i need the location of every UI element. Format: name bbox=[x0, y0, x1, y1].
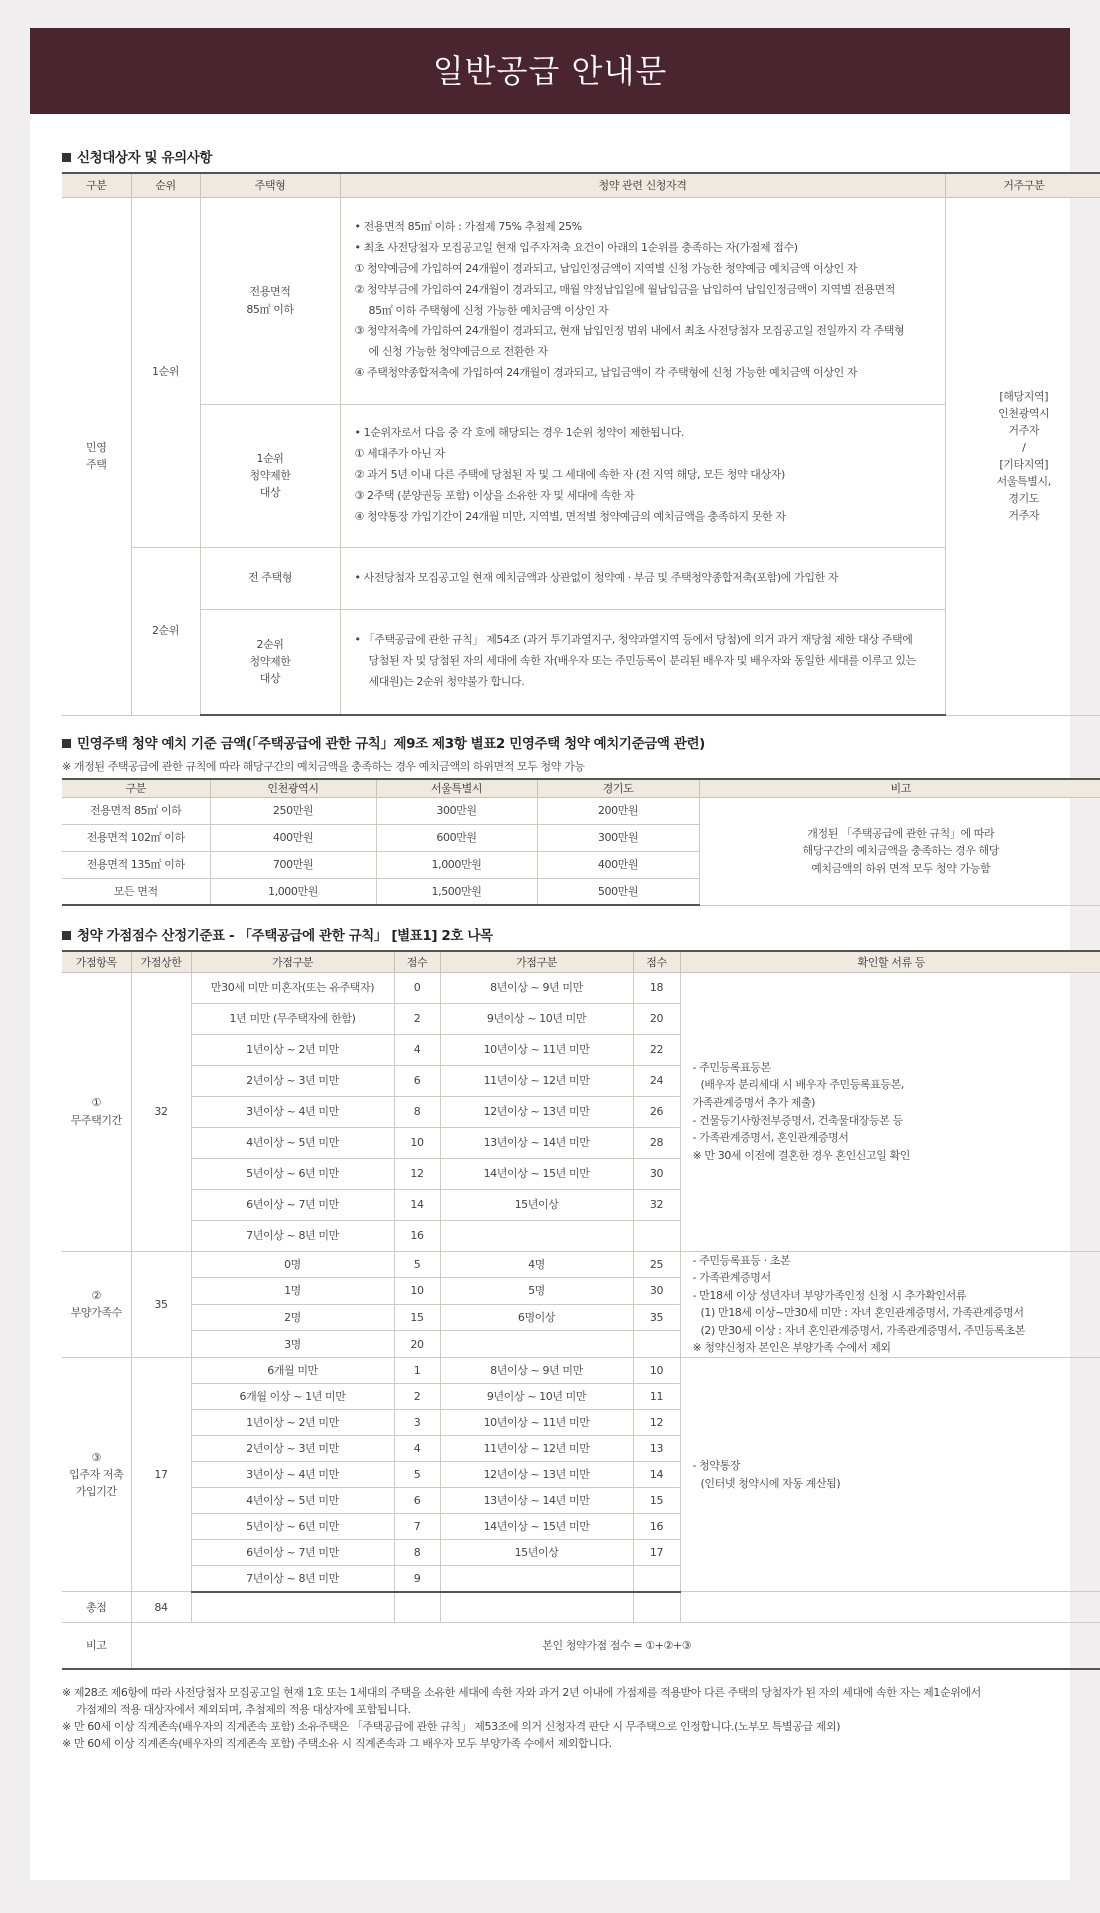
criteria-cell: 5명 bbox=[440, 1278, 633, 1305]
document-line: (배우자 분리세대 시 배우자 주민등록표등본, bbox=[700, 1078, 904, 1092]
points-cell: 30 bbox=[633, 1158, 680, 1189]
criteria-cell bbox=[440, 1566, 633, 1592]
criteria-cell: 6명이상 bbox=[440, 1304, 633, 1331]
rank2-restriction: 2순위 청약제한 대상 bbox=[200, 609, 340, 715]
points-cell: 8 bbox=[394, 1096, 440, 1127]
criteria-cell: 13년이상 ~ 14년 미만 bbox=[440, 1127, 633, 1158]
points-cell: 10 bbox=[394, 1278, 440, 1305]
points-cell: 12 bbox=[394, 1158, 440, 1189]
footnotes: ※ 제28조 제6항에 따라 사전당첨자 모집공고일 현재 1호 또는 1세대의 주택을 소유한 세대에 속한 자와 과거 2년 이내에 가점제를 적용받아 다른 주택의 당첨자가 된 자의 세대에 속한 자는 제1순위에서 가점제의 적용 대상자에서 제외되며, 추첨제의 적용 대상자에 포함됩니다. ※ 만 60세 이상 직계존속(배우자의 직계존속 포함) 소유주택은 「주택공급에 관한 규칙」 제53조에 의거 신청자격 판단 시 무주택으로 인정합니다.(노부모 특별공급 제외) ※ 만 60세 이상 직계존속(배우자의 직계존속 포함) 주택소유 시 직계존속과 그 배우자 모두 부양가족 수에서 제외합니다. bbox=[62, 1685, 981, 1750]
document-line: - 건물등기사항전부증명서, 건축물대장등본 등 bbox=[692, 1113, 903, 1127]
points-cell: 28 bbox=[633, 1127, 680, 1158]
criteria-cell: 9년이상 ~ 10년 미만 bbox=[440, 1384, 633, 1410]
document-line: ※ 청약신청자 본인은 부양가족 수에서 제외 bbox=[692, 1341, 891, 1355]
criteria-cell: 11년이상 ~ 12년 미만 bbox=[440, 1436, 633, 1462]
header-points-1: 점수 bbox=[394, 951, 440, 972]
points-cell: 10 bbox=[394, 1127, 440, 1158]
document-line: - 주민등록표등본 bbox=[692, 1060, 771, 1074]
criteria-cell: 만30세 미만 미혼자(또는 유주택자) bbox=[191, 972, 394, 1003]
document-line: - 만18세 이상 성년자녀 부양가족인정 신청 시 추가확인서류 bbox=[692, 1288, 967, 1302]
criteria-cell: 14년이상 ~ 15년 미만 bbox=[440, 1158, 633, 1189]
criteria-cell: 9년이상 ~ 10년 미만 bbox=[440, 1003, 633, 1034]
section-title-eligibility: 신청대상자 및 유의사항 bbox=[62, 146, 1038, 166]
criteria-cell bbox=[440, 1220, 633, 1251]
points-cell: 25 bbox=[633, 1251, 680, 1278]
criteria-cell: 4년이상 ~ 5년 미만 bbox=[191, 1127, 394, 1158]
residence-info: [해당지역] 인천광역시 거주자 / [기타지역] 서울특별시, 경기도 거주자 bbox=[945, 197, 1100, 715]
table-row bbox=[62, 972, 1100, 1003]
score-item-savings: ③ 입주자 저축 가입기간 bbox=[62, 1358, 131, 1592]
criteria-cell: 3명 bbox=[191, 1331, 394, 1358]
total-label: 총점 bbox=[62, 1592, 131, 1623]
points-cell: 11 bbox=[633, 1384, 680, 1410]
table-row-label: 전용면적 102㎡ 이하 bbox=[62, 824, 210, 851]
header-housing-type: 주택형 bbox=[200, 173, 340, 197]
points-cell: 0 bbox=[394, 972, 440, 1003]
qualification-cell-d: • 「주택공급에 관한 규칙」 제54조 (과거 투기과열지구, 청약과열지역 등에서 당첨)에 의거 과거 재당첨 제한 대상 주택에 당첨된 자 및 당첨된 자의 세대에 속한 자(배우자 또는 주민등록이 분리된 배우자 및 배우자와 동일한 세대를 이루고 있는 세대원)는 2순위 청약불가 합니다. bbox=[340, 609, 945, 715]
rank-2: 2순위 bbox=[131, 547, 200, 715]
criteria-cell: 4명 bbox=[440, 1251, 633, 1278]
header-area: 구분 bbox=[62, 779, 210, 797]
points-cell: 16 bbox=[394, 1220, 440, 1251]
points-cell: 6 bbox=[394, 1065, 440, 1096]
header-incheon: 인천광역시 bbox=[210, 779, 376, 797]
criteria-cell: 10년이상 ~ 11년 미만 bbox=[440, 1410, 633, 1436]
score-max-dependents: 35 bbox=[131, 1251, 191, 1358]
header-residence: 거주구분 bbox=[945, 173, 1100, 197]
qualification-cell-c: • 사전당첨자 모집공고일 현재 예치금액과 상관없이 청약예 · 부금 및 주택청약종합저축(포함)에 가입한 자 bbox=[340, 547, 945, 609]
criteria-cell: 6년이상 ~ 7년 미만 bbox=[191, 1189, 394, 1220]
points-cell: 17 bbox=[633, 1540, 680, 1566]
points-cell bbox=[633, 1220, 680, 1251]
criteria-cell: 13년이상 ~ 14년 미만 bbox=[440, 1488, 633, 1514]
table-row bbox=[62, 1251, 1100, 1278]
score-max-homeless: 32 bbox=[131, 972, 191, 1251]
criteria-cell: 14년이상 ~ 15년 미만 bbox=[440, 1514, 633, 1540]
points-cell: 1 bbox=[394, 1358, 440, 1384]
points-cell: 9 bbox=[394, 1566, 440, 1592]
criteria-cell: 3년이상 ~ 4년 미만 bbox=[191, 1462, 394, 1488]
criteria-cell: 1년 미만 (무주택자에 한함) bbox=[191, 1003, 394, 1034]
header-criteria-2: 가점구분 bbox=[440, 951, 633, 972]
document-line: (1) 만18세 이상~만30세 미만 : 자녀 혼인관계증명서, 가족관계증명서 bbox=[700, 1306, 1024, 1320]
points-cell: 20 bbox=[394, 1331, 440, 1358]
rank-1: 1순위 bbox=[131, 197, 200, 547]
header-seoul: 서울특별시 bbox=[376, 779, 537, 797]
points-cell: 2 bbox=[394, 1003, 440, 1034]
points-cell: 16 bbox=[633, 1514, 680, 1540]
table-row-label: 전용면적 85㎡ 이하 bbox=[62, 797, 210, 824]
points-cell: 18 bbox=[633, 972, 680, 1003]
points-cell: 8 bbox=[394, 1540, 440, 1566]
rank1-restriction: 1순위 청약제한 대상 bbox=[200, 404, 340, 547]
document-line: 가족관계증명서 추가 제출) bbox=[692, 1095, 816, 1109]
deposit-remark: 개정된 「주택공급에 관한 규칙」에 따라 해당구간의 예치금액을 충족하는 경우 해당 예치금액의 하위 면적 모두 청약 가능함 bbox=[699, 797, 1100, 905]
points-cell: 32 bbox=[633, 1189, 680, 1220]
points-cell: 3 bbox=[394, 1410, 440, 1436]
criteria-cell: 12년이상 ~ 13년 미만 bbox=[440, 1462, 633, 1488]
category-private-housing: 민영 주택 bbox=[62, 197, 131, 715]
criteria-cell: 2명 bbox=[191, 1304, 394, 1331]
criteria-cell: 3년이상 ~ 4년 미만 bbox=[191, 1096, 394, 1127]
points-cell: 22 bbox=[633, 1034, 680, 1065]
header-points-2: 점수 bbox=[633, 951, 680, 972]
document-line: - 주민등록표등 · 초본 bbox=[692, 1253, 791, 1267]
criteria-cell: 6개월 이상 ~ 1년 미만 bbox=[191, 1384, 394, 1410]
points-cell: 5 bbox=[394, 1462, 440, 1488]
square-bullet-icon bbox=[62, 739, 71, 748]
criteria-cell: 11년이상 ~ 12년 미만 bbox=[440, 1065, 633, 1096]
documents-homeless bbox=[680, 972, 1100, 1251]
section-title-score: 청약 가점점수 산정기준표 - 「주택공급에 관한 규칙」 [별표1] 2호 나목 bbox=[62, 924, 1038, 944]
remark-label: 비고 bbox=[62, 1623, 131, 1669]
criteria-cell bbox=[440, 1331, 633, 1358]
criteria-cell: 0명 bbox=[191, 1251, 394, 1278]
document-line: (인터넷 청약시에 자동 계산됨) bbox=[700, 1476, 841, 1490]
document-line: ※ 만 30세 이전에 결혼한 경우 혼인신고일 확인 bbox=[692, 1148, 911, 1162]
header-criteria-1: 가점구분 bbox=[191, 951, 394, 972]
total-value: 84 bbox=[131, 1592, 191, 1623]
points-cell: 10 bbox=[633, 1358, 680, 1384]
points-cell: 15 bbox=[633, 1488, 680, 1514]
table-row-label: 전용면적 135㎡ 이하 bbox=[62, 851, 210, 878]
criteria-cell: 8년이상 ~ 9년 미만 bbox=[440, 972, 633, 1003]
criteria-cell: 5년이상 ~ 6년 미만 bbox=[191, 1514, 394, 1540]
points-cell: 15 bbox=[394, 1304, 440, 1331]
criteria-cell: 1년이상 ~ 2년 미만 bbox=[191, 1034, 394, 1065]
type-85-under: 전용면적 85㎡ 이하 bbox=[200, 197, 340, 404]
score-table bbox=[62, 950, 1100, 1670]
table-row-label: 모든 면적 bbox=[62, 878, 210, 905]
criteria-cell: 12년이상 ~ 13년 미만 bbox=[440, 1096, 633, 1127]
notice-page bbox=[30, 28, 1070, 1880]
points-cell: 6 bbox=[394, 1488, 440, 1514]
criteria-cell: 7년이상 ~ 8년 미만 bbox=[191, 1566, 394, 1592]
section-title-deposit: 민영주택 청약 예치 기준 금액(「주택공급에 관한 규칙」제9조 제3항 별표2 민영주택 청약 예치기준금액 관련) bbox=[62, 732, 1038, 752]
header-item: 가점항목 bbox=[62, 951, 131, 972]
points-cell: 14 bbox=[394, 1189, 440, 1220]
points-cell: 35 bbox=[633, 1304, 680, 1331]
criteria-cell: 4년이상 ~ 5년 미만 bbox=[191, 1488, 394, 1514]
criteria-cell: 2년이상 ~ 3년 미만 bbox=[191, 1065, 394, 1096]
criteria-cell: 7년이상 ~ 8년 미만 bbox=[191, 1220, 394, 1251]
page-title: 일반공급 안내문 bbox=[30, 28, 1070, 114]
documents-savings bbox=[680, 1358, 1100, 1592]
criteria-cell: 10년이상 ~ 11년 미만 bbox=[440, 1034, 633, 1065]
score-item-homeless: ① 무주택기간 bbox=[62, 972, 131, 1251]
criteria-cell: 6년이상 ~ 7년 미만 bbox=[191, 1540, 394, 1566]
score-max-savings: 17 bbox=[131, 1358, 191, 1592]
table-row bbox=[62, 1358, 1100, 1384]
points-cell: 4 bbox=[394, 1034, 440, 1065]
document-line: - 가족관계증명서, 혼인관계증명서 bbox=[692, 1131, 849, 1145]
square-bullet-icon bbox=[62, 931, 71, 940]
documents-dependents bbox=[680, 1251, 1100, 1358]
header-remark: 비고 bbox=[699, 779, 1100, 797]
document-line: - 청약통장 bbox=[692, 1458, 741, 1472]
header-rank: 순위 bbox=[131, 173, 200, 197]
points-cell: 7 bbox=[394, 1514, 440, 1540]
type-all: 전 주택형 bbox=[200, 547, 340, 609]
header-max: 가점상한 bbox=[131, 951, 191, 972]
points-cell: 26 bbox=[633, 1096, 680, 1127]
points-cell: 14 bbox=[633, 1462, 680, 1488]
square-bullet-icon bbox=[62, 153, 71, 162]
criteria-cell: 8년이상 ~ 9년 미만 bbox=[440, 1358, 633, 1384]
remark-formula: 본인 청약가점 점수 = ①+②+③ bbox=[131, 1623, 1100, 1669]
document-line: - 가족관계증명서 bbox=[692, 1271, 771, 1285]
criteria-cell: 1명 bbox=[191, 1278, 394, 1305]
criteria-cell: 5년이상 ~ 6년 미만 bbox=[191, 1158, 394, 1189]
points-cell: 5 bbox=[394, 1251, 440, 1278]
deposit-note: ※ 개정된 주택공급에 관한 규칙에 따라 해당구간의 예치금액을 충족하는 경우 예치금액의 하위면적 모두 청약 가능 bbox=[62, 760, 585, 773]
points-cell: 4 bbox=[394, 1436, 440, 1462]
eligibility-table bbox=[62, 172, 1100, 716]
header-documents: 확인할 서류 등 bbox=[680, 951, 1100, 972]
criteria-cell: 6개월 미만 bbox=[191, 1358, 394, 1384]
header-division: 구분 bbox=[62, 173, 131, 197]
header-qualification: 청약 관련 신청자격 bbox=[340, 173, 945, 197]
deposit-table: 구분 인천광역시 서울특별시 경기도 비고 전용면적 85㎡ 이하 250만원 300만원 200만원 개정된 「주택공급에 관한 규칙」에 따라 해당구간의 예치금액을 충족하는 경우 해당 예치금액의 하위 면적 모두 청약 가능함 전용면적 102㎡ 이하 400만원 600만원 300만원 전용면적 135㎡ 이하 700만원 1,000만원 400만원 모든 면적 1,000만원 1,500만원 500만원 bbox=[62, 778, 1100, 906]
header-gyeonggi: 경기도 bbox=[537, 779, 699, 797]
criteria-cell: 2년이상 ~ 3년 미만 bbox=[191, 1436, 394, 1462]
criteria-cell: 1년이상 ~ 2년 미만 bbox=[191, 1410, 394, 1436]
criteria-cell: 15년이상 bbox=[440, 1540, 633, 1566]
score-item-dependents: ② 부양가족수 bbox=[62, 1251, 131, 1358]
qualification-cell-a: • 전용면적 85㎡ 이하 : 가점제 75% 추첨제 25% • 최초 사전당첨자 모집공고일 현재 입주자저축 요건이 아래의 1순위를 충족하는 자(가점제 접수) ① 청약예금에 가입하여 24개월이 경과되고, 납입인정금액이 지역별 신청 가능한 청약예금 예치금액 이상인 자 ② 청약부금에 가입하여 24개월이 경과되고, 매월 약정납입일에 월납입금을 납입하여 납입인정금액이 지역별 전용면적 85㎡ 이하 주택형에 신청 가능한 예치금액 이상인 자 ③ 청약저축에 가입하여 24개월이 경과되고, 현재 납입인정 범위 내에서 최초 사전당첨자 모집공고일 전일까지 각 주택형 에 신청 가능한 청약예금으로 전환한 자 ④ 주택청약종합저축에 가입하여 24개월이 경과되고, 납입금액이 각 주택형에 신청 가능한 예치금액 이상인 자 bbox=[340, 197, 945, 404]
points-cell: 13 bbox=[633, 1436, 680, 1462]
document-line: (2) 만30세 이상 : 자녀 혼인관계증명서, 가족관계증명서, 주민등록초본 bbox=[700, 1323, 1026, 1337]
points-cell bbox=[633, 1331, 680, 1358]
points-cell: 12 bbox=[633, 1410, 680, 1436]
qualification-cell-b: • 1순위자로서 다음 중 각 호에 해당되는 경우 1순위 청약이 제한됩니다. ① 세대주가 아닌 자 ② 과거 5년 이내 다른 주택에 당첨된 자 및 그 세대에 속한 자 (전 지역 해당, 모든 청약 대상자) ③ 2주택 (분양권등 포함) 이상을 소유한 자 및 세대에 속한 자 ④ 청약통장 가입기간이 24개월 미만, 지역별, 면적별 청약예금의 예치금액을 충족하지 못한 자 bbox=[340, 404, 945, 547]
points-cell: 30 bbox=[633, 1278, 680, 1305]
points-cell: 2 bbox=[394, 1384, 440, 1410]
points-cell: 24 bbox=[633, 1065, 680, 1096]
criteria-cell: 15년이상 bbox=[440, 1189, 633, 1220]
points-cell: 20 bbox=[633, 1003, 680, 1034]
points-cell bbox=[633, 1566, 680, 1592]
